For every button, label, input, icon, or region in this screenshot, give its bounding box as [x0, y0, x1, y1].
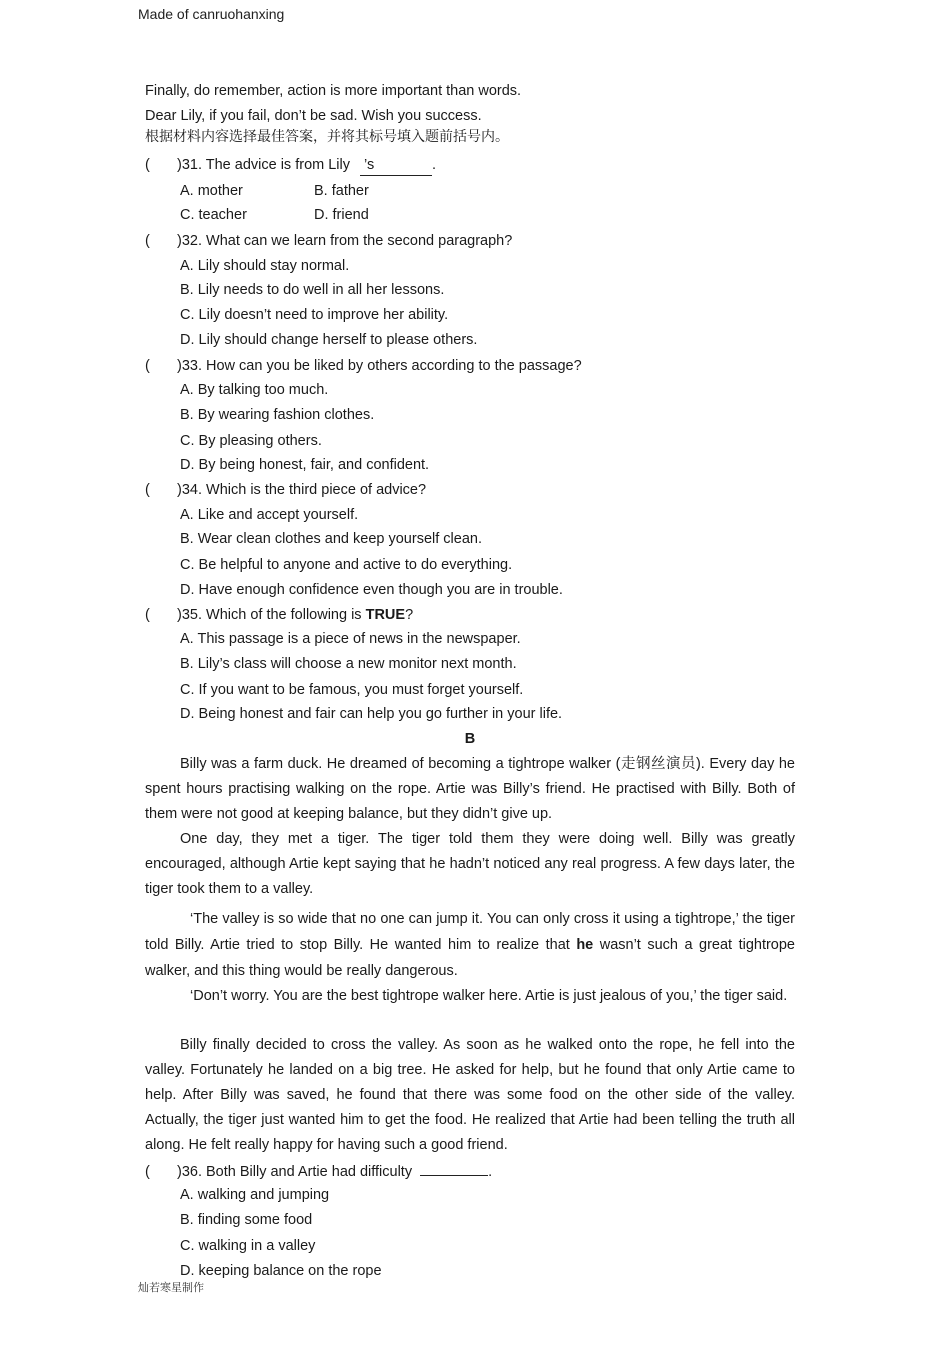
question-stem-end: ? — [405, 607, 414, 623]
option-c: C. By pleasing others. — [180, 433, 322, 449]
instruction-text: 根据材料内容选择最佳答案，并将其标号填入题前括号内。 — [145, 129, 509, 145]
passage-paragraph-2: One day, they met a tiger. The tiger told them they were doing well. Billy was greatly encouraged, although Artie kept saying that he hadn’t noticed any real progress. A few days later, the tiger took them to a valley. — [145, 831, 795, 897]
question-31 — [145, 155, 436, 176]
passage-paragraph-4: ‘Don’t worry. You are the best tightrope walker here. Artie is just jealous of you,’ the tiger said. — [190, 988, 788, 1004]
option-b: B. Lily needs to do well in all her lessons. — [180, 282, 445, 298]
question-stem: )33. How can you be liked by others according to the passage? — [177, 358, 582, 374]
question-36 — [145, 1161, 492, 1182]
option-b: B. Wear clean clothes and keep yourself clean. — [180, 531, 482, 547]
option-b: B. By wearing fashion clothes. — [180, 407, 375, 423]
option-a: A. mother — [180, 183, 243, 199]
option-c: C. Be helpful to anyone and active to do everything. — [180, 557, 513, 573]
option-b: B. father — [314, 183, 369, 199]
page-header: Made of canruohanxing — [138, 6, 285, 22]
option-a: A. Like and accept yourself. — [180, 507, 359, 523]
option-c: C. If you want to be famous, you must forget yourself. — [180, 682, 524, 698]
option-a: A. By talking too much. — [180, 382, 329, 398]
question-stem: )31. The advice is from Lily — [177, 157, 350, 173]
option-d: D. By being honest, fair, and confident. — [180, 457, 430, 473]
option-c: C. teacher — [180, 207, 247, 223]
option-a: A. walking and jumping — [180, 1187, 330, 1203]
option-a: A. This passage is a piece of news in the newspaper. — [180, 631, 521, 647]
answer-paren: ( — [145, 1164, 150, 1180]
option-c: C. walking in a valley — [180, 1238, 316, 1254]
passage-paragraph-3: ‘The valley is so wide that no one can jump it. You can only cross it using a tightrope,’ the tiger told Billy. Artie tried to stop Billy. He wanted him to realize that he wasn’t such a great tightrope walker, and this thing would be really dangerous. — [145, 911, 795, 979]
answer-blank — [420, 1161, 488, 1176]
true-keyword: TRUE — [365, 607, 406, 623]
answer-paren: ( — [145, 358, 150, 374]
answer-paren: ( — [145, 157, 150, 173]
section-heading: B — [464, 731, 476, 747]
option-a: A. Lily should stay normal. — [180, 258, 350, 274]
question-stem-end: . — [488, 1164, 493, 1180]
intro-line-1: Finally, do remember, action is more important than words. — [145, 83, 522, 99]
page-footer: 灿若寒星制作 — [138, 1281, 204, 1294]
passage-paragraph-5: Billy finally decided to cross the valley. As soon as he walked onto the rope, he fell into the valley. Fortunately he landed on a big tree. He asked for help, but he found that only Artie came to help. After Billy was saved, he found that there was some food on the other side of the valley. Actually, the tiger just wanted him to get the food. He realized that Artie had been telling the truth all along. He felt really happy for having such a good friend. — [145, 1037, 795, 1153]
option-c: C. Lily doesn’t need to improve her ability. — [180, 307, 449, 323]
option-b: B. finding some food — [180, 1212, 313, 1228]
option-d: D. friend — [314, 207, 369, 223]
question-35 — [145, 605, 413, 625]
answer-paren: ( — [145, 607, 150, 623]
question-stem: )35. Which of the following is — [177, 607, 366, 623]
option-d: D. keeping balance on the rope — [180, 1263, 382, 1279]
answer-blank: ’s — [360, 155, 432, 176]
answer-paren: ( — [145, 482, 150, 498]
question-33 — [145, 356, 582, 376]
question-32 — [145, 231, 512, 251]
option-d: D. Being honest and fair can help you go further in your life. — [180, 706, 563, 722]
option-d: D. Lily should change herself to please others. — [180, 332, 478, 348]
intro-line-2: Dear Lily, if you fail, don’t be sad. Wish you success. — [145, 108, 482, 124]
passage-paragraph-1: Billy was a farm duck. He dreamed of becoming a tightrope walker (走钢丝演员). Every day he spent hours practising walking on the rope. Artie was Billy’s friend. He practised with Billy. Both of them were not good at keeping balance, but they didn’t give up. — [145, 756, 795, 822]
question-stem: )34. Which is the third piece of advice? — [177, 482, 427, 498]
question-stem: )36. Both Billy and Artie had difficulty — [177, 1164, 413, 1180]
option-b: B. Lily’s class will choose a new monitor next month. — [180, 656, 517, 672]
question-stem-end: . — [432, 157, 437, 173]
question-34 — [145, 480, 426, 500]
option-d: D. Have enough confidence even though you are in trouble. — [180, 582, 563, 598]
answer-paren: ( — [145, 233, 150, 249]
question-stem: )32. What can we learn from the second paragraph? — [177, 233, 513, 249]
